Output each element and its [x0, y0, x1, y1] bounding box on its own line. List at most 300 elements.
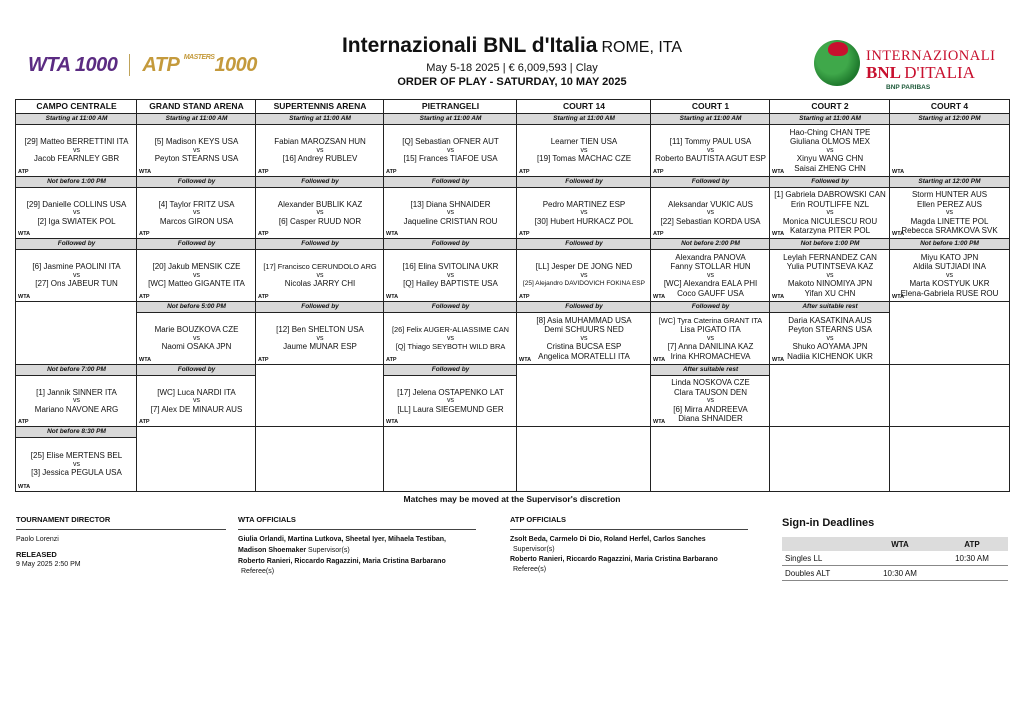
match-players	[256, 250, 384, 301]
match-players	[770, 188, 890, 238]
match-players	[890, 188, 1009, 238]
col-wta: WTA	[864, 537, 936, 551]
player-name: Linda NOSKOVA CZE	[671, 378, 750, 388]
match-time: Not before 2:00 PM	[651, 239, 770, 250]
player-name: [WC] Matteo GIGANTE ITA	[148, 279, 245, 289]
player-name: [25] Alejandro DAVIDOVICH FOKINA ESP	[523, 280, 645, 288]
vs-label: vs	[580, 334, 588, 342]
player-name: Marta KOSTYUK UKR	[909, 279, 990, 289]
match-time: Followed by	[256, 239, 384, 250]
tour-label: WTA	[892, 231, 905, 237]
match-cell	[256, 365, 384, 427]
vs-label: vs	[707, 397, 714, 405]
vs-label: vs	[447, 334, 454, 342]
court-name: SUPERTENNIS ARENA	[256, 99, 384, 114]
player-name: Magda LINETTE POL	[910, 216, 989, 226]
match-cell	[256, 177, 384, 239]
player-name: [25] Elise MERTENS BEL	[30, 451, 123, 461]
vs-label: vs	[946, 209, 953, 217]
match-time: Starting at 11:00 AM	[256, 114, 384, 125]
player-name: [12] Ben SHELTON USA	[276, 325, 364, 335]
player-name: [Q] Sebastian OFNER AUT	[402, 137, 499, 147]
vs-label: vs	[316, 271, 324, 279]
atp-officials-section: ATP OFFICIALS Zsolt Beda, Carmelo Di Dio, Roland Herfel, Carlos Sanches Supervisor(s) Roberto Ranieri, Riccardo Ragazzini, Maria Cristina Barbarano Referee(s)	[510, 515, 748, 574]
match-players	[137, 376, 256, 426]
tour-label: WTA	[139, 169, 152, 175]
logo-accent-shape	[828, 42, 848, 56]
vs-label: vs	[316, 334, 324, 342]
match-players	[651, 438, 770, 491]
match-time: Not before 5:00 PM	[137, 302, 256, 313]
match-cell	[651, 177, 770, 239]
match-cell	[770, 427, 890, 492]
player-name: [8] Asia MUHAMMAD USA	[536, 315, 632, 325]
match-cell	[517, 239, 651, 302]
tournament-details: May 5-18 2025 | € 6,009,593 | Clay	[426, 62, 598, 74]
player-name: [29] Matteo BERRETTINI ITA	[24, 137, 129, 147]
match-cell	[651, 302, 770, 365]
player-name: Coco GAUFF USA	[677, 288, 744, 298]
player-name: [29] Danielle COLLINS USA	[26, 199, 127, 209]
court-column	[255, 99, 384, 492]
tournament-director-section: TOURNAMENT DIRECTOR Paolo Lorenzi RELEASED 9 May 2025 2:50 PM	[16, 515, 226, 570]
player-name: [17] Jelena OSTAPENKO LAT	[397, 387, 504, 397]
vs-label: vs	[73, 460, 80, 468]
vs-label: vs	[946, 271, 953, 279]
match-players	[384, 250, 517, 301]
match-cell	[770, 302, 890, 365]
match-players	[16, 125, 137, 176]
tour-label: ATP	[139, 419, 150, 425]
player-name: Katarzyna PITER POL	[789, 226, 871, 236]
player-name: [20] Jakub MENSIK CZE	[152, 262, 241, 272]
player-name: Fabian MAROZSAN HUN	[274, 137, 366, 147]
player-name: Diana SHNAIDER	[678, 414, 743, 424]
match-players	[256, 438, 384, 491]
match-players	[16, 376, 137, 426]
match-time: Starting at 11:00 AM	[384, 114, 517, 125]
tour-label: WTA	[653, 294, 666, 300]
court-name: COURT 14	[517, 99, 651, 114]
match-players	[16, 438, 137, 491]
match-players	[651, 376, 770, 426]
match-time: Followed by	[137, 365, 256, 376]
tour-label: WTA	[519, 357, 532, 363]
match-time: Followed by	[651, 302, 770, 313]
vs-label: vs	[73, 271, 80, 279]
vs-label: vs	[193, 271, 200, 279]
vs-label: vs	[580, 146, 588, 154]
tour-label: ATP	[258, 357, 269, 363]
match-players	[770, 250, 890, 301]
player-name: Leylah FERNANDEZ CAN	[783, 252, 877, 262]
player-name: [5] Madison KEYS USA	[154, 137, 239, 147]
player-name: Nicolas JARRY CHI	[284, 279, 356, 289]
internazionali-logo: INTERNAZIONALI BNL D'ITALIA BNP PARIBAS	[814, 38, 1004, 94]
match-players	[16, 188, 137, 238]
match-players	[517, 438, 651, 491]
player-name: Angelica MORATELLI ITA	[538, 351, 630, 361]
match-cell	[137, 114, 256, 177]
tour-label: WTA	[386, 294, 399, 300]
player-name: Marcos GIRON USA	[159, 216, 234, 226]
player-name: Peyton STEARNS USA	[788, 325, 872, 335]
table-row: Singles LL 10:30 AM	[782, 551, 1008, 566]
match-cell	[384, 114, 517, 177]
match-players	[651, 313, 770, 364]
player-name: Clara TAUSON DEN	[673, 387, 748, 397]
player-name: [WC] Alexandra EALA PHI	[663, 279, 758, 289]
player-name: [7] Anna DANILINA KAZ	[667, 342, 754, 352]
player-name: [19] Tomas MACHAC CZE	[536, 154, 632, 164]
atp-masters-1000-logo: ATP $^{MASTERS}$1000	[142, 53, 257, 76]
match-time: Followed by	[16, 239, 137, 250]
match-time: After suitable rest	[651, 365, 770, 376]
match-time: Followed by	[384, 177, 517, 188]
match-cell	[890, 427, 1009, 492]
player-name: Jacob FEARNLEY GBR	[33, 154, 120, 164]
match-time: Not before 1:00 PM	[770, 239, 890, 250]
tour-label: ATP	[386, 357, 397, 363]
order-of-play-date: ORDER OF PLAY - SATURDAY, 10 MAY 2025	[397, 76, 627, 88]
player-name: Marie BOUZKOVA CZE	[154, 325, 239, 335]
match-players	[517, 313, 651, 364]
match-cell	[16, 365, 137, 427]
court-column	[889, 99, 1010, 492]
match-time: After suitable rest	[770, 302, 890, 313]
player-name: [WC] Luca NARDI ITA	[157, 387, 236, 397]
player-name: Aldila SUTJIADI INA	[913, 262, 986, 272]
match-time: Starting at 12:00 PM	[890, 177, 1009, 188]
match-players	[651, 125, 770, 176]
tour-label: WTA	[386, 231, 399, 237]
player-name: [2] Iga SWIATEK POL	[37, 216, 116, 226]
tour-label: ATP	[386, 169, 397, 175]
match-cell	[890, 365, 1009, 427]
match-cell	[256, 239, 384, 302]
sponsor-label: BNP PARIBAS	[886, 84, 931, 91]
court-name: COURT 4	[890, 99, 1009, 114]
court-name: PIETRANGELI	[384, 99, 517, 114]
wta-officials-section: WTA OFFICIALS Giulia Orlandi, Martina Lutkova, Sheetal Iyer, Mihaela Testiban, Madison Shoemaker Supervisor(s) Roberto Ranieri, Riccardo Ragazzini, Maria Cristina Barbarano Referee(s)	[238, 515, 476, 576]
player-name: Alexander BUBLIK KAZ	[277, 199, 363, 209]
player-name: [6] Jasmine PAOLINI ITA	[32, 262, 121, 272]
match-time: Followed by	[384, 365, 517, 376]
player-name: Yulia PUTINTSEVA KAZ	[786, 262, 874, 272]
player-name: [7] Alex DE MINAUR AUS	[150, 404, 243, 414]
match-players	[651, 250, 770, 301]
tour-label: WTA	[892, 294, 905, 300]
match-cell	[517, 177, 651, 239]
tour-label: WTA	[772, 294, 785, 300]
match-cell	[16, 239, 137, 302]
player-name: [27] Ons JABEUR TUN	[35, 279, 118, 289]
player-name: Jaqueline CRISTIAN ROU	[403, 216, 498, 226]
player-name: Alexandra PANOVA	[675, 252, 746, 262]
player-name: Shuko AOYAMA JPN	[792, 342, 868, 352]
match-players	[384, 438, 517, 491]
match-players	[890, 313, 1009, 364]
match-cell	[890, 302, 1009, 365]
match-players	[137, 250, 256, 301]
col-atp: ATP	[936, 537, 1008, 551]
player-name: [1] Jannik SINNER ITA	[36, 387, 117, 397]
player-name: [3] Jessica PEGULA USA	[31, 468, 122, 478]
match-players	[384, 188, 517, 238]
match-cell	[384, 427, 517, 492]
player-name: Xinyu WANG CHN	[796, 154, 864, 164]
tour-label: ATP	[258, 294, 269, 300]
vs-label: vs	[193, 397, 200, 405]
match-time: Starting at 11:00 AM	[517, 114, 651, 125]
vs-label: vs	[707, 271, 714, 279]
match-players	[384, 125, 517, 176]
tour-label: WTA	[772, 357, 785, 363]
match-players	[890, 125, 1009, 176]
match-players	[256, 313, 384, 364]
player-name: [WC] Tyra Caterina GRANT ITA	[658, 315, 763, 325]
player-name: Elena-Gabriela RUSE ROU	[900, 288, 999, 298]
match-cell	[651, 114, 770, 177]
match-cell	[517, 302, 651, 365]
match-cell	[137, 365, 256, 427]
player-name: [16] Andrey RUBLEV	[282, 154, 358, 164]
match-cell	[890, 239, 1009, 302]
match-players	[890, 250, 1009, 301]
player-name: Yifan XU CHN	[804, 288, 856, 298]
match-time: Not before 8:30 PM	[16, 427, 137, 438]
match-cell	[256, 302, 384, 365]
match-cell	[651, 427, 770, 492]
player-name: [15] Frances TIAFOE USA	[403, 154, 498, 164]
player-name: [Q] Thiago SEYBOTH WILD BRA	[395, 342, 506, 352]
player-name: Irina KHROMACHEVA	[670, 351, 751, 361]
match-cell	[16, 177, 137, 239]
court-column	[136, 99, 256, 492]
match-time: Not before 1:00 PM	[890, 239, 1009, 250]
match-time: Followed by	[517, 239, 651, 250]
match-players	[137, 188, 256, 238]
court-column	[769, 99, 890, 492]
tour-label: ATP	[519, 169, 530, 175]
match-cell	[384, 365, 517, 427]
match-players	[256, 125, 384, 176]
tour-label: WTA	[772, 231, 785, 237]
match-time: Followed by	[384, 302, 517, 313]
sign-in-table	[782, 537, 1008, 581]
court-column	[383, 99, 517, 492]
match-time: Followed by	[256, 177, 384, 188]
page-title: Internazionali BNL d'Italia ROME, ITA	[341, 34, 683, 57]
vs-label: vs	[447, 146, 454, 154]
vs-label: vs	[447, 209, 454, 217]
tour-label: WTA	[139, 357, 152, 363]
match-players	[137, 438, 256, 491]
match-players	[517, 250, 651, 301]
tour-label: WTA	[653, 357, 666, 363]
player-name: Naomi OSAKA JPN	[161, 342, 232, 352]
player-name: Miyu KATO JPN	[920, 252, 979, 262]
vs-label: vs	[316, 146, 324, 154]
match-time: Followed by	[770, 177, 890, 188]
court-name: CAMPO CENTRALE	[16, 99, 137, 114]
tour-label: ATP	[18, 419, 29, 425]
order-of-play-grid	[15, 99, 1008, 492]
match-cell	[651, 239, 770, 302]
match-time: Starting at 11:00 AM	[16, 114, 137, 125]
player-name: Fanny STOLLAR HUN	[670, 262, 751, 272]
tour-label: ATP	[258, 169, 269, 175]
vs-label: vs	[73, 146, 80, 154]
tour-label: ATP	[139, 231, 150, 237]
tour-label: WTA	[653, 419, 666, 425]
vs-label: vs	[193, 146, 200, 154]
vs-label: vs	[580, 209, 588, 217]
match-players	[890, 438, 1009, 491]
match-cell	[137, 177, 256, 239]
match-players	[137, 125, 256, 176]
tour-label: ATP	[519, 294, 530, 300]
vs-label: vs	[826, 146, 834, 154]
match-cell	[384, 302, 517, 365]
player-name: Storm HUNTER AUS	[911, 190, 988, 200]
match-players	[384, 313, 517, 364]
match-cell	[16, 114, 137, 177]
player-name: [11] Tommy PAUL USA	[669, 137, 752, 147]
player-name: [30] Hubert HURKACZ POL	[534, 216, 634, 226]
player-name: [26] Felix AUGER-ALIASSIME CAN	[391, 325, 510, 335]
player-name: Learner TIEN USA	[550, 137, 618, 147]
player-name: Lisa PIGATO ITA	[680, 325, 741, 335]
court-name: COURT 1	[651, 99, 770, 114]
tour-label: ATP	[139, 294, 150, 300]
vs-label: vs	[193, 209, 200, 217]
match-time: Followed by	[137, 239, 256, 250]
match-time: Followed by	[651, 177, 770, 188]
player-name: Aleksandar VUKIC AUS	[668, 199, 753, 209]
match-cell	[770, 177, 890, 239]
table-row: Doubles ALT 10:30 AM	[782, 566, 1008, 581]
tour-label: WTA	[18, 484, 31, 490]
match-cell	[137, 427, 256, 492]
vs-label: vs	[73, 209, 80, 217]
match-cell	[517, 114, 651, 177]
player-name: [6] Mirra ANDREEVA	[673, 404, 748, 414]
match-cell	[16, 302, 137, 365]
tour-label: ATP	[519, 231, 530, 237]
match-cell	[890, 114, 1009, 177]
supervisor-note: Matches may be moved at the Supervisor's discretion	[403, 494, 621, 504]
vs-label: vs	[447, 271, 454, 279]
match-cell	[517, 427, 651, 492]
match-players	[651, 188, 770, 238]
tour-label: ATP	[258, 231, 269, 237]
match-players	[890, 376, 1009, 426]
match-players	[384, 376, 517, 426]
court-column	[516, 99, 651, 492]
sign-in-title: Sign-in Deadlines	[782, 517, 875, 529]
player-name: Giuliana OLMOS MEX	[789, 137, 871, 147]
vs-label: vs	[580, 271, 588, 279]
tour-label: WTA	[18, 231, 31, 237]
match-cell	[256, 427, 384, 492]
vs-label: vs	[707, 334, 714, 342]
match-cell	[137, 302, 256, 365]
match-cell	[137, 239, 256, 302]
player-name: Nadiia KICHENOK UKR	[787, 351, 873, 361]
player-name: [4] Taylor FRITZ USA	[158, 199, 235, 209]
match-players	[16, 313, 137, 364]
match-time: Followed by	[517, 302, 651, 313]
match-cell	[517, 365, 651, 427]
player-name: Jaume MUNAR ESP	[283, 342, 357, 352]
match-cell	[16, 427, 137, 492]
tour-label: WTA	[892, 169, 905, 175]
match-players	[16, 250, 137, 301]
player-name: Saisai ZHENG CHN	[794, 163, 866, 173]
match-players	[517, 188, 651, 238]
vs-label: vs	[447, 397, 454, 405]
match-time: Followed by	[384, 239, 517, 250]
match-cell	[384, 177, 517, 239]
player-name: Rebecca SRAMKOVA SVK	[901, 226, 998, 236]
player-name: Daria KASATKINA AUS	[788, 315, 872, 325]
player-name: Pedro MARTINEZ ESP	[542, 199, 626, 209]
vs-label: vs	[316, 209, 324, 217]
match-players	[256, 188, 384, 238]
player-name: [1] Gabriela DABROWSKI CAN	[774, 190, 886, 200]
match-players	[517, 125, 651, 176]
player-name: Peyton STEARNS USA	[154, 154, 239, 164]
player-name: [6] Casper RUUD NOR	[278, 216, 362, 226]
player-name: Roberto BAUTISTA AGUT ESP	[655, 154, 766, 164]
player-name: [LL] Jesper DE JONG NED	[535, 262, 633, 272]
match-time: Followed by	[256, 302, 384, 313]
match-time: Not before 1:00 PM	[16, 177, 137, 188]
vs-label: vs	[826, 334, 834, 342]
vs-label: vs	[826, 271, 834, 279]
vs-label: vs	[707, 209, 714, 217]
player-name: [Q] Hailey BAPTISTE USA	[403, 279, 498, 289]
tour-label: WTA	[386, 419, 399, 425]
sign-in-deadlines	[782, 517, 1008, 581]
tour-label: ATP	[653, 231, 664, 237]
player-name: Ellen PEREZ AUS	[917, 199, 982, 209]
match-time: Starting at 11:00 AM	[651, 114, 770, 125]
player-name: Makoto NINOMIYA JPN	[787, 279, 873, 289]
tour-label: WTA	[18, 294, 31, 300]
vs-label: vs	[826, 209, 834, 217]
vs-label: vs	[73, 397, 80, 405]
match-players	[770, 313, 890, 364]
match-players	[137, 313, 256, 364]
match-cell	[890, 177, 1009, 239]
match-players	[770, 125, 890, 176]
match-time: Starting at 12:00 PM	[890, 114, 1009, 125]
director-name: Paolo Lorenzi	[16, 536, 59, 543]
player-name: [LL] Laura SIEGEMUND GER	[397, 404, 504, 414]
match-players	[256, 376, 384, 426]
court-name: COURT 2	[770, 99, 890, 114]
wta-1000-logo: WTA 1000	[28, 53, 118, 76]
tour-label: WTA	[772, 169, 785, 175]
court-name: GRAND STAND ARENA	[137, 99, 256, 114]
match-players	[517, 376, 651, 426]
player-name: Mariano NAVONE ARG	[34, 404, 119, 414]
player-name: [17] Francisco CERUNDOLO ARG	[263, 262, 377, 272]
release-time: 9 May 2025 2:50 PM	[16, 561, 81, 568]
match-time: Not before 7:00 PM	[16, 365, 137, 376]
